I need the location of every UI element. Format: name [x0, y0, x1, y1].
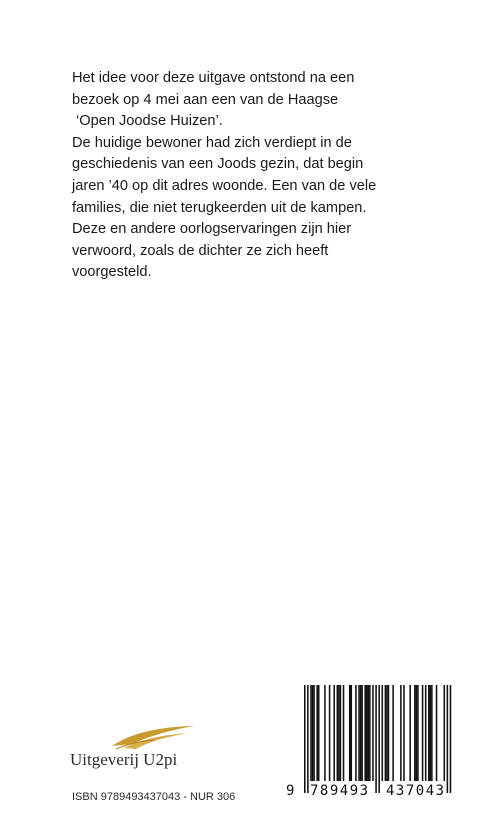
barcode-bar [444, 685, 446, 781]
barcode-bar [307, 685, 309, 793]
barcode-bar [388, 685, 390, 781]
barcode-bar [358, 685, 360, 781]
quill-swoosh-icon [110, 724, 196, 750]
barcode-bar [431, 685, 433, 781]
barcode-bar [400, 685, 402, 781]
barcode-bar [329, 685, 331, 781]
barcode-bar [324, 685, 326, 781]
barcode-bar [355, 685, 357, 781]
ean13-barcode [282, 675, 470, 815]
blurb-line: Het idee voor deze uitgave ontstond na een [72, 70, 355, 86]
barcode-bars [294, 685, 460, 797]
isbn-nur-line: ISBN 9789493437043 - NUR 306 [72, 791, 236, 803]
blurb-line: geschiedenis van een Joods gezin, dat begin [72, 156, 364, 173]
barcode-bar [349, 685, 351, 781]
barcode-bar [366, 685, 368, 781]
barcode-bar [414, 685, 416, 781]
barcode-bar [337, 685, 339, 781]
barcode-bar [409, 685, 411, 781]
blurb-line: voorgesteld. [72, 264, 152, 281]
publisher-logo [70, 724, 250, 774]
barcode-left-digits: 789493 [310, 783, 370, 799]
barcode-bar [436, 685, 438, 781]
back-cover-blurb [72, 68, 444, 284]
barcode-bar [312, 685, 314, 781]
barcode-bar [316, 685, 318, 781]
barcode-bar [386, 685, 388, 781]
barcode-bar [364, 685, 366, 781]
barcode-bar [450, 685, 452, 793]
blurb-line: jaren ’40 op dit adres woonde. Een van de vele [72, 177, 377, 194]
barcode-bar [343, 685, 345, 781]
barcode-bar [403, 685, 405, 781]
barcode-bar [378, 685, 380, 793]
barcode-bar [351, 685, 353, 781]
barcode-bar [369, 685, 371, 781]
barcode-bar [313, 685, 315, 781]
barcode-bar [430, 685, 432, 781]
barcode-bar [361, 685, 363, 781]
barcode-bar [382, 685, 384, 781]
barcode-first-digit: 9 [286, 783, 295, 799]
barcode-bar [338, 685, 340, 781]
barcode-bar [416, 685, 418, 781]
blurb-line: Deze en andere oorlogservaringen zijn hier [72, 221, 352, 238]
blurb-line: families, die niet terugkeerden uit de kampen. [72, 199, 367, 216]
barcode-bar [318, 685, 320, 781]
barcode-bar [392, 685, 394, 781]
publisher-name: Uitgeverij U2pi [70, 750, 178, 769]
barcode-right-digits: 437043 [386, 783, 446, 799]
barcode-bar [385, 685, 387, 781]
barcode-bar [447, 685, 449, 793]
barcode-bar [375, 685, 377, 793]
blurb-paragraph-1 [72, 68, 444, 133]
barcode-bar [372, 685, 374, 781]
barcode-bar [422, 685, 424, 781]
barcode-bar [368, 685, 370, 781]
blurb-paragraph-2 [72, 133, 444, 284]
barcode-bar [310, 685, 312, 781]
blurb-line: bezoek op 4 mei aan een van de Haagse [72, 91, 339, 108]
barcode-bar [304, 685, 306, 793]
blurb-line: ‘Open Joodse Huizen’. [76, 113, 223, 130]
blurb-line: verwoord, zoals de dichter ze zich heeft [72, 242, 329, 259]
blurb-line: De huidige bewoner had zich verdiept in de [72, 134, 352, 151]
barcode-bar [417, 685, 419, 781]
barcode-bar [425, 685, 427, 781]
barcode-bar [360, 685, 362, 781]
barcode-bar [340, 685, 342, 781]
barcode-bar [428, 685, 430, 781]
barcode-bar [333, 685, 335, 781]
